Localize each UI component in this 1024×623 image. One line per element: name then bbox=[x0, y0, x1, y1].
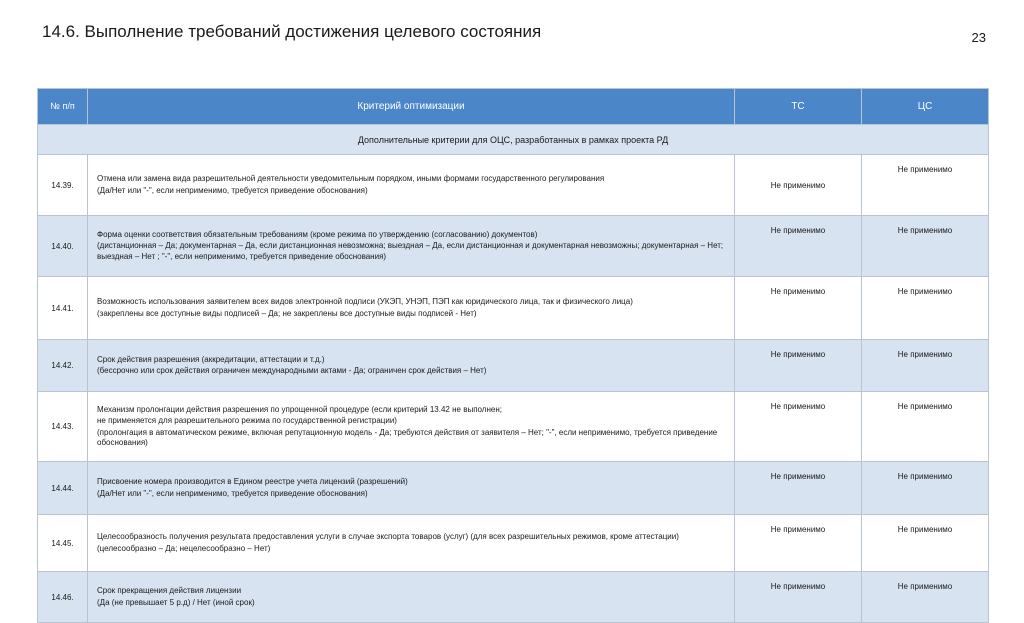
row-tc-value: Не применимо bbox=[735, 340, 862, 392]
criterion-main: Отмена или замена вида разрешительной деятельности уведомительным порядком, иными формами государственного регулирования bbox=[97, 174, 605, 183]
row-number: 14.45. bbox=[38, 515, 88, 572]
row-criterion bbox=[88, 155, 735, 216]
table-row bbox=[38, 216, 989, 277]
table-row bbox=[38, 515, 989, 572]
criterion-note: (бессрочно или срок действия ограничен международными актами - Да; ограничен срок действия – Нет) bbox=[97, 366, 487, 375]
criterion-main: Целесообразность получения результата предоставления услуги в случае экспорта товаров (услуг) (для всех разрешительных режимов, кроме аттестации) bbox=[97, 532, 679, 541]
row-tc-value: Не применимо bbox=[735, 216, 862, 277]
row-criterion bbox=[88, 572, 735, 623]
row-cs-value: Не применимо bbox=[862, 515, 989, 572]
row-number: 14.41. bbox=[38, 277, 88, 340]
row-criterion bbox=[88, 216, 735, 277]
slide-title: 14.6. Выполнение требований достижения целевого состояния bbox=[42, 22, 542, 41]
criterion-note: (Да (не превышает 5 р.д) / Нет (иной срок) bbox=[97, 597, 255, 607]
criterion-note: (дистанционная – Да; документарная – Да, если дистанционная невозможна; выездная – Да, если дистанционная и документарная невозможны; документарная – Нет; выездная – Нет ; "-", если неприменимо, требуется приведение обоснования) bbox=[97, 241, 724, 261]
criterion-main: Механизм пролонгации действия разрешения по упрощенной процедуре (если критерий 13.42 не выполнен; bbox=[97, 404, 502, 414]
row-cs-value: Не применимо bbox=[862, 462, 989, 515]
table-row bbox=[38, 155, 989, 216]
row-cs-value: Не применимо bbox=[862, 572, 989, 623]
row-tc-value: Не применимо bbox=[735, 155, 862, 216]
criteria-table bbox=[37, 88, 989, 623]
header-num: № п/п bbox=[38, 89, 88, 125]
header-tc: ТС bbox=[735, 89, 862, 125]
row-tc-value: Не применимо bbox=[735, 392, 862, 462]
row-number: 14.40. bbox=[38, 216, 88, 277]
header-criterion: Критерий оптимизации bbox=[88, 89, 735, 125]
criterion-note: (Да/Нет или "-", если неприменимо, требуется приведение обоснования) bbox=[97, 185, 368, 195]
row-criterion bbox=[88, 392, 735, 462]
row-number: 14.44. bbox=[38, 462, 88, 515]
row-tc-value: Не применимо bbox=[735, 462, 862, 515]
criterion-note: (пролонгация в автоматическом режиме, включая репутационную модель - Да; требуются действия от заявителя – Нет; "-", если неприменимо, требуется приведение обоснования) bbox=[97, 427, 718, 447]
row-criterion bbox=[88, 515, 735, 572]
row-tc-value: Не применимо bbox=[735, 572, 862, 623]
row-number: 14.43. bbox=[38, 392, 88, 462]
table-row bbox=[38, 462, 989, 515]
table-row bbox=[38, 392, 989, 462]
subheader-text: Дополнительные критерии для ОЦС, разработанных в рамках проекта РД bbox=[38, 125, 989, 155]
row-cs-value: Не применимо bbox=[862, 216, 989, 277]
criterion-main: Присвоение номера производится в Едином реестре учета лицензий (разрешений) bbox=[97, 477, 408, 486]
row-tc-value: Не применимо bbox=[735, 515, 862, 572]
table-subheader-row bbox=[38, 125, 989, 155]
row-criterion bbox=[88, 340, 735, 392]
table-row bbox=[38, 572, 989, 623]
row-cs-value: Не применимо bbox=[862, 277, 989, 340]
page-number: 23 bbox=[971, 30, 986, 45]
row-criterion bbox=[88, 462, 735, 515]
header-cs: ЦС bbox=[862, 89, 989, 125]
criterion-main: Форма оценки соответствия обязательным требованиям (кроме режима по утверждению (согласованию) документов) bbox=[97, 229, 538, 239]
row-tc-value: Не применимо bbox=[735, 277, 862, 340]
row-cs-value: Не применимо bbox=[862, 392, 989, 462]
criterion-main: Возможность использования заявителем всех видов электронной подписи (УКЭП, УНЭП, ПЭП как юридического лица, так и физического лица) bbox=[97, 297, 633, 306]
criterion-main: Срок действия разрешения (аккредитации, аттестации и т.д.) bbox=[97, 354, 325, 364]
row-number: 14.42. bbox=[38, 340, 88, 392]
table-header-row bbox=[38, 89, 989, 125]
table-row bbox=[38, 277, 989, 340]
criterion-note: (закреплены все доступные виды подписей – Да; не закреплены все доступные виды подписей - Нет) bbox=[97, 308, 477, 318]
row-criterion bbox=[88, 277, 735, 340]
row-number: 14.39. bbox=[38, 155, 88, 216]
criterion-note: (целесообразно – Да; нецелесообразно – Нет) bbox=[97, 543, 271, 553]
criterion-main-cont: не применяется для разрешительного режима по государственной регистрации) bbox=[97, 416, 397, 425]
criterion-main: Срок прекращения действия лицензии bbox=[97, 586, 242, 595]
row-cs-value: Не применимо bbox=[862, 340, 989, 392]
table-row bbox=[38, 340, 989, 392]
criterion-note: (Да/Нет или "-", если неприменимо, требуется приведение обоснования) bbox=[97, 488, 368, 498]
row-number: 14.46. bbox=[38, 572, 88, 623]
row-cs-value: Не применимо bbox=[862, 155, 989, 216]
